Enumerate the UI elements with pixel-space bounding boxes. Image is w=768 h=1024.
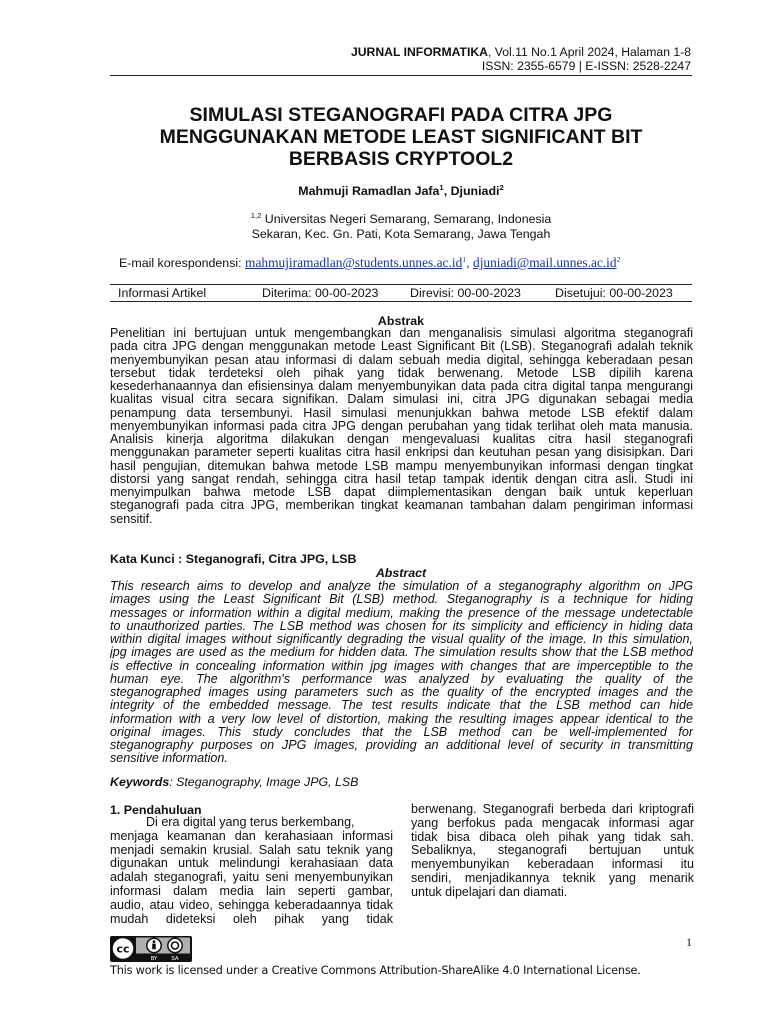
received-date: Diterima: 00-00-2023 [262,286,379,300]
author-2-sup: 2 [499,182,504,192]
abstract-line: steganography purposes on JPG images, providing an additional level of security in transmitting [110,739,693,752]
article-info-label: Informasi Artikel [118,286,207,300]
journal-issue: , Vol.11 No.1 April 2024, Halaman 1-8 [487,45,691,59]
intro-line: adalah steganografi, yaitu seni menyembunyikan [110,871,393,885]
intro-line: Sebaliknya, steganografi bertujuan untuk [411,844,694,858]
abstract-line: information with a very low level of distortion, making the resulting images appear identical to the [110,712,693,726]
cc-by-sa-icon [110,936,192,962]
abstract-line: This research aims to develop and analyze the simulation of a steganography algorithm on JPG [110,580,693,593]
intro-line: informasi dalam media lain seperti gambar, [110,884,393,898]
info-rule-bottom [110,301,692,302]
abstrak-line: menyimpulkan bahwa metode LSB dapat diimplementasikan dengan baik untuk keperluan [110,486,693,499]
intro-line: menyembunyikan keberadaan informasi itu [411,858,694,872]
email-sup-2: 2 [616,254,621,264]
intro-left-column [110,816,393,926]
keywords-label: Keywords [110,775,170,789]
license-text: This work is licensed under a Creative Commons Attribution-ShareAlike 4.0 International License. [110,964,641,977]
abstrak-line: steganografi pada citra JPG, memberikan tingkat keamanan tambahan dalam pengiriman informasi [110,499,693,513]
abstrak-line: kualitas visual citra secara signifikan. Dalam simulasi ini, citra JPG digunakan sebagai media [110,393,693,407]
abstrak-line: tersebut tidak terdeteksi oleh pihak yang tidak berwenang. Metode LSB dipilih karena [110,366,693,380]
affiliation-text-1: Universitas Negeri Semarang, Semarang, Indonesia [261,212,552,226]
intro-line: berwenang. Steganografi berbeda dari kriptografi [411,803,694,816]
abstrak-line: sensitif. [110,512,153,526]
abstrak-line: menggunakan parameter seperti kualitas citra hasil enkripsi dan keutuhan pesan yang disisipkan. Dari [110,446,693,460]
accepted-date: Disetujui: 00-00-2023 [555,286,673,300]
abstract-line: is effective in concealing information within jpg images with changes that are imperceptible to the [110,659,693,673]
abstrak-line: distorsi yang sangat rendah, sehingga citra hasil tetap tampak identik dengan citra asli. Studi ini [110,472,693,486]
author-1: Mahmuji Ramadlan Jafa [298,184,440,198]
abstrak-line: menyembunyikan informasi pada citra JPG dengan perubahan yang tidak terlihat oleh mata manusia. [110,419,693,433]
keywords [110,775,358,789]
abstract-line: within digital images without significantly degrading the visual quality of the image. In this simulation, [110,633,693,646]
journal-issn: ISSN: 2355-6579 | E-ISSN: 2528-2247 [481,59,691,73]
abstract-line: messages or information within a digital medium, making the presence of the message undetectable [110,606,693,620]
abstract-line: original images. This study concludes that the LSB method can be well-implemented for [110,725,693,739]
journal-header [351,45,691,59]
abstrak-line: penampung data tersembunyi. Hasil simulasi menunjukkan bahwa metode LSB efektif dalam [110,406,693,420]
abstract-line: images using the Least Significant Bit (LSB) method. Steganography is a technique for hiding [110,593,693,607]
intro-line: menjadi semakin krusial. Salah satu teknik yang [110,843,393,857]
intro-line: audio, atau video, sehingga keberadaannya tidak [110,898,393,912]
keywords-text: : Steganography, Image JPG, LSB [169,775,359,789]
kata-kunci: Kata Kunci : Steganografi, Citra JPG, LSB [110,552,357,566]
intro-line: tidak bisa dibaca oleh pihak yang tidak sah. [411,830,694,844]
abstrak-heading: Abstrak [377,314,425,328]
abstract-line: human eye. The algorithm's performance was analyzed by evaluating the quality of the [110,672,693,686]
intro-line: Di era digital yang terus berkembang, [146,816,355,829]
author-1-sup: 1 [439,182,444,192]
abstrak-line: hasil pengujian, ditemukan bahwa metode LSB mampu menyembunyikan informasi dengan tingkat [110,459,693,473]
intro-right-column [411,803,694,900]
page-number: 1 [686,935,692,949]
paper-title-line3: BERBASIS CRYPTOOL2 [288,148,514,170]
abstract-line: jpg images are used as the medium for hidden data. The simulation results show that the LSB method [110,646,693,660]
cc-text: cc [116,942,130,956]
revised-date: Direvisi: 00-00-2023 [410,286,521,300]
abstrak-body [110,327,693,526]
authors [110,184,692,198]
affiliation-line1 [110,212,692,226]
intro-line: menjaga keamanan dan kerahasiaan informasi [110,829,393,843]
intro-line: sendiri, menjadikannya teknik yang menarik [411,871,694,885]
email-line [119,255,699,271]
sa-text: SA [171,956,179,962]
header-rule [110,75,692,76]
intro-line: mudah dideteksi oleh pihak yang tidak [110,912,393,926]
email-label: E-mail korespondensi: [119,256,246,270]
section-heading-intro: 1. Pendahuluan [110,803,202,817]
intro-line: digunakan untuk melindungi kerahasiaan data [110,857,393,871]
author-sep: , [443,184,451,198]
abstrak-line: Analisis kinerja algoritma dilakukan dengan mengevaluasi kualitas citra hasil steganografi [110,433,693,446]
email-sup-1: 1 [462,254,467,264]
abstract-line: steganographed images using parameters such as the quality of the encrypted images and the [110,686,693,699]
abstrak-line: pada citra JPG dengan menggunakan metode Least Significant Bit (LSB). Steganografi adalah teknik [110,340,693,354]
info-rule-top [110,284,692,285]
by-text: BY [150,956,158,962]
cc-by-sa-badge[interactable] [110,936,192,962]
intro-line: yang berfokus pada mengacak informasi agar [411,816,694,830]
email-link-1[interactable]: mahmujiramadlan@students.unnes.ac.id [245,255,463,270]
abstrak-line: kesederhanaannya dan efisiensinya dalam menyembunyikan data pada citra digital tanpa mengurangi [110,380,693,393]
abstrak-line: menyembunyikan pesan atau informasi di dalam sebuah media digital, sehingga keberadaan pesan [110,353,693,367]
abstrak-line: Penelitian ini bertujuan untuk mengembangkan dan menganalisis simulasi algoritma steganografi [110,327,693,340]
paper-title-line2: MENGGUNAKAN METODE LEAST SIGNIFICANT BIT [159,126,643,148]
article-info [110,286,692,300]
intro-line: untuk dipelajari dan diamati. [411,885,568,899]
email-sep: , [466,256,473,270]
journal-name: JURNAL INFORMATIKA [350,45,488,59]
abstract-heading: Abstract [375,566,427,580]
abstract-line: to unauthorized parties. The LSB method was chosen for its simplicity and efficiency in hiding data [110,619,693,633]
paper-title-line1: SIMULASI STEGANOGRAFI PADA CITRA JPG [189,104,613,126]
affiliation-line2: Sekaran, Kec. Gn. Pati, Kota Semarang, Jawa Tengah [251,227,551,241]
abstract-line: integrity of the embedded message. The test results indicate that the LSB method can hide [110,699,693,713]
affiliation-sup: 1,2 [250,210,262,220]
author-2: Djuniadi [450,184,500,198]
abstract-line: sensitive information. [110,752,228,766]
abstract-body [110,580,693,766]
email-link-2[interactable]: djuniadi@mail.unnes.ac.id [473,255,617,270]
